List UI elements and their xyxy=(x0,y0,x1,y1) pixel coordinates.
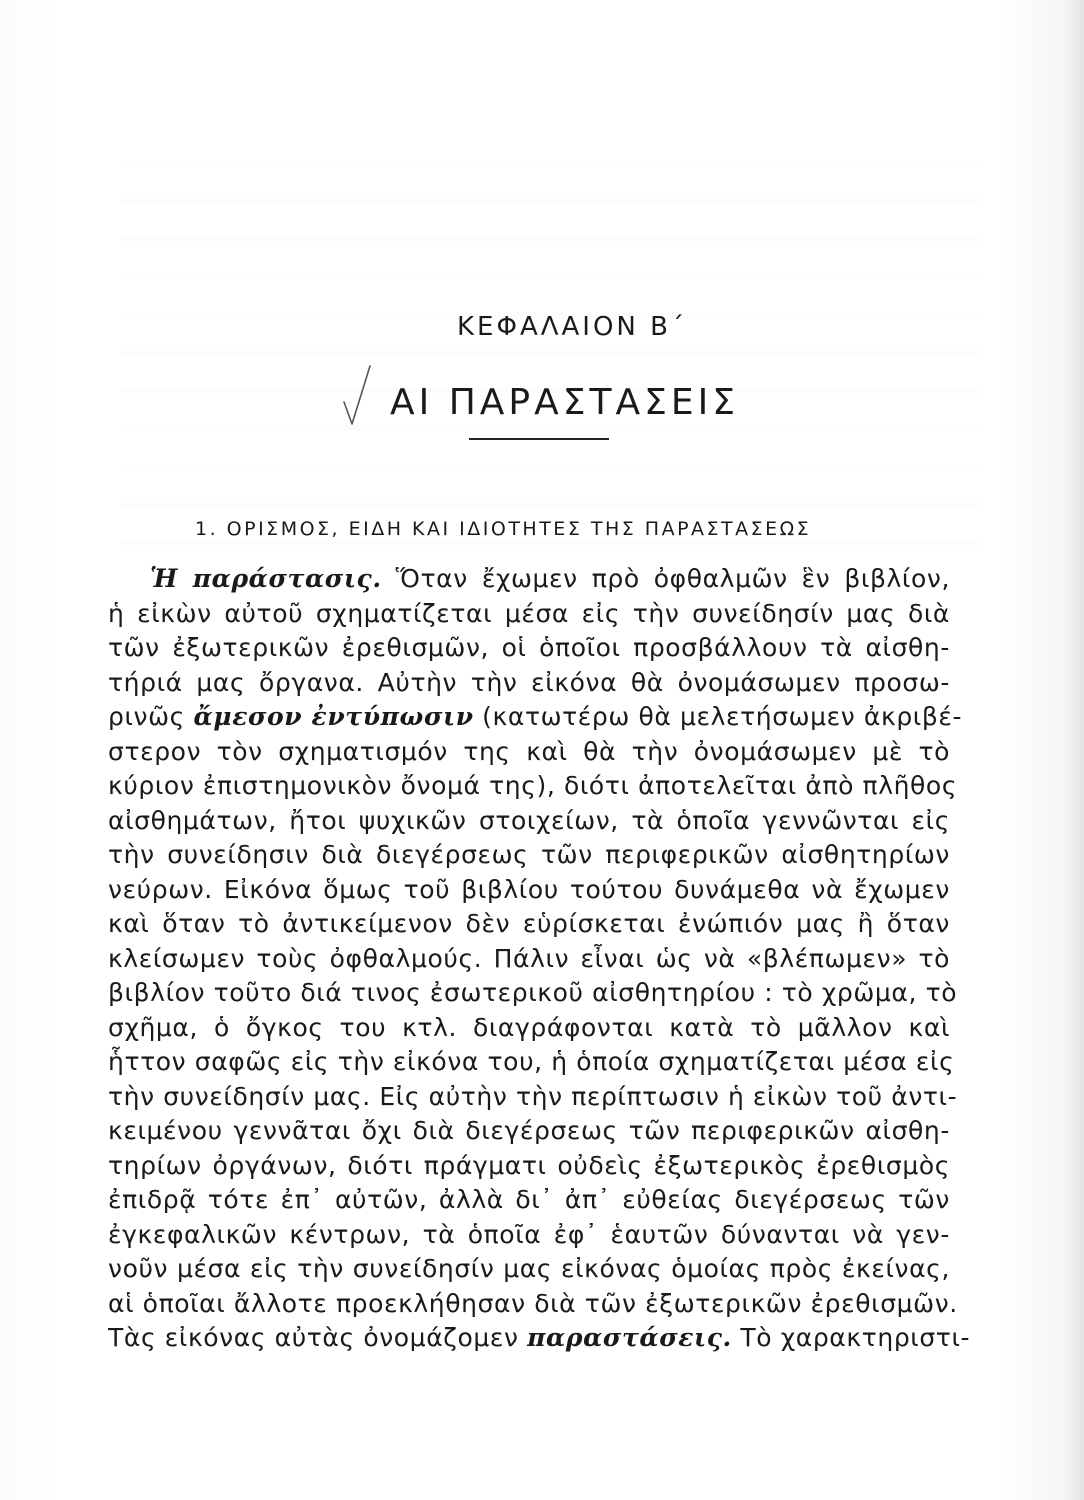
emphasized-term: Ἡ παράστασις. xyxy=(150,564,382,593)
text-run: Τὸ χαρακτηριστι- xyxy=(731,1323,971,1352)
text-run: νοῦν μέσα εἰς τὴν συνείδησίν μας εἰκόνας ὁμοίας πρὸς ἐκείνας, xyxy=(108,1254,950,1283)
text-line xyxy=(108,1080,958,1115)
text-line xyxy=(108,631,950,666)
text-run: τήριά μας ὄργανα. Αὐτὴν τὴν εἰκόνα θὰ ὀνομάσωμεν προσω- xyxy=(108,667,950,697)
page-edge-shadow xyxy=(1062,0,1084,1500)
text-line xyxy=(108,976,958,1011)
text-run: κειμένου γεννᾶται ὄχι διὰ διεγέρσεως τῶν περιφερικῶν αἰσθη- xyxy=(108,1116,950,1145)
text-run: σχῆμα, ὁ ὄγκος του κτλ. διαγράφονται κατὰ τὸ μᾶλλον καὶ xyxy=(108,1012,950,1042)
text-run: κύριον ἐπιστημονικὸν ὄνομά της), διότι ἀποτελεῖται ἀπὸ πλῆθος xyxy=(108,771,958,800)
chapter-title-block xyxy=(340,362,740,432)
text-line xyxy=(108,838,950,873)
chapter-title: ΑΙ ΠΑΡΑΣΤΑΣΕΙΣ xyxy=(390,382,739,423)
emphasized-term: ἄμεσον ἐντύπωσιν xyxy=(193,702,474,731)
text-run: ἧττον σαφῶς εἰς τὴν εἰκόνα του, ἡ ὁποία σχηματίζεται μέσα εἰς xyxy=(108,1047,955,1076)
text-run: βιβλίον τοῦτο διά τινος ἐσωτερικοῦ αἰσθητηρίου : τὸ χρῶμα, τὸ xyxy=(108,978,958,1007)
text-line xyxy=(108,769,958,804)
text-run: τὴν συνείδησίν μας. Εἰς αὐτὴν τὴν περίπτωσιν ἡ εἰκὼν τοῦ ἀντι- xyxy=(108,1081,958,1111)
text-line xyxy=(108,1218,950,1253)
text-line xyxy=(108,942,950,977)
text-run: κλείσωμεν τοὺς ὀφθαλμούς. Πάλιν εἶναι ὡς νὰ «βλέπωμεν» τὸ xyxy=(108,943,950,973)
text-line xyxy=(108,907,950,942)
text-run: Τὰς εἰκόνας αὐτὰς ὀνομάζομεν xyxy=(108,1323,528,1352)
text-line xyxy=(108,1045,955,1080)
bleed-through-shadow xyxy=(120,140,980,560)
text-run: Ὅταν ἔχωμεν πρὸ ὀφθαλμῶν ἓν βιβλίον, xyxy=(381,564,950,593)
text-line xyxy=(108,1183,950,1218)
text-line xyxy=(108,597,950,632)
text-line xyxy=(108,700,963,735)
handwritten-check-mark xyxy=(340,362,384,432)
text-run: τῶν ἐξωτερικῶν ἐρεθισμῶν, οἱ ὁποῖοι προσβάλλουν τὰ αἰσθη- xyxy=(108,633,950,662)
text-line xyxy=(108,1149,950,1184)
chapter-label: ΚΕΦΑΛΑΙΟΝ Β΄ xyxy=(457,312,687,342)
text-line xyxy=(108,735,950,770)
text-line xyxy=(108,1252,950,1287)
text-line xyxy=(108,666,950,701)
body-paragraph xyxy=(108,562,971,1356)
text-line xyxy=(108,1287,958,1322)
title-divider xyxy=(469,438,609,440)
section-heading: 1. ΟΡΙΣΜΟΣ, ΕΙΔΗ ΚΑΙ ΙΔΙΟΤΗΤΕΣ ΤΗΣ ΠΑΡΑΣΤΑΣΕΩΣ xyxy=(195,518,812,540)
text-line xyxy=(108,1114,950,1149)
emphasized-term: παραστάσεις. xyxy=(527,1323,732,1352)
text-run: ἡ εἰκὼν αὐτοῦ σχηματίζεται μέσα εἰς τὴν συνείδησίν μας διὰ xyxy=(108,598,950,628)
text-run: αἱ ὁποῖαι ἄλλοτε προεκλήθησαν διὰ τῶν ἐξωτερικῶν ἐρεθισμῶν. xyxy=(108,1288,958,1318)
text-run: στερον τὸν σχηματισμόν της καὶ θὰ τὴν ὀνομάσωμεν μὲ τὸ xyxy=(108,736,950,766)
text-run: ρινῶς xyxy=(108,702,194,731)
text-run: τηρίων ὀργάνων, διότι πράγματι οὐδεὶς ἐξωτερικὸς ἐρεθισμὸς xyxy=(108,1150,950,1180)
text-run: ἐγκεφαλικῶν κέντρων, τὰ ὁποῖα ἐφ᾽ ἑαυτῶν δύνανται νὰ γεν- xyxy=(108,1219,950,1249)
text-run: (κατωτέρω θὰ μελετήσωμεν ἀκριβέ- xyxy=(473,702,963,731)
text-line xyxy=(108,1011,950,1046)
text-line xyxy=(108,1321,971,1356)
text-line xyxy=(108,804,950,839)
text-run: τὴν συνείδησιν διὰ διεγέρσεως τῶν περιφερικῶν αἰσθητηρίων xyxy=(108,840,950,869)
text-run: ἐπιδρᾷ τότε ἐπ᾽ αὐτῶν, ἀλλὰ δι᾽ ἀπ᾽ εὐθείας διεγέρσεως τῶν xyxy=(108,1185,950,1214)
text-run: αἰσθημάτων, ἤτοι ψυχικῶν στοιχείων, τὰ ὁποῖα γεννῶνται εἰς xyxy=(108,805,950,835)
text-run: καὶ ὅταν τὸ ἀντικείμενον δὲν εὑρίσκεται ἐνώπιόν μας ἢ ὅταν xyxy=(108,909,950,938)
text-run: νεύρων. Εἰκόνα ὅμως τοῦ βιβλίου τούτου δυνάμεθα νὰ ἔχωμεν xyxy=(108,874,950,904)
text-line xyxy=(108,562,950,597)
text-line xyxy=(108,873,950,908)
